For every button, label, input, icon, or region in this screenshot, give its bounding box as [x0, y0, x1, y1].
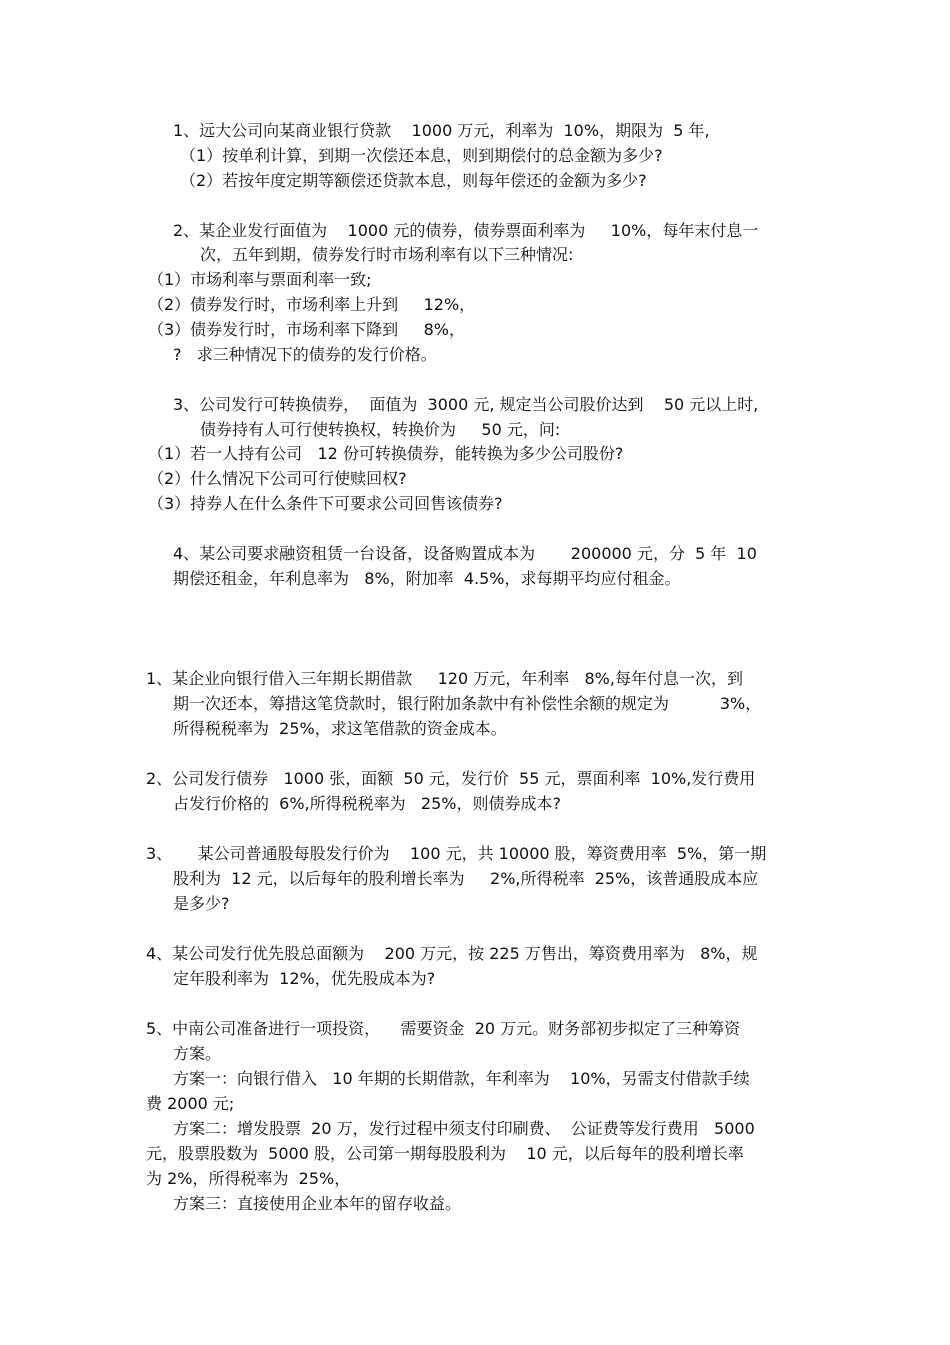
text-line: 方案三：直接使用企业本年的留存收益。: [173, 1194, 462, 1213]
text-line: 是多少?: [173, 894, 230, 913]
text-line: ? 求三种情况下的债券的发行价格。: [173, 345, 437, 364]
text-line: 4、某公司要求融资租赁一台设备，设备购置成本为 200000 元，分 5 年 10: [173, 544, 757, 563]
text-line: （2）债券发行时，市场利率上升到 12%，: [148, 295, 476, 314]
text-line: 1、某企业向银行借入三年期长期借款 120 万元，年利率 8%,每年付息一次，到: [146, 669, 743, 688]
text-line: 次，五年到期，债券发行时市场利率有以下三种情况:: [200, 245, 574, 264]
text-line: 2、公司发行债券 1000 张，面额 50 元，发行价 55 元，票面利率 10%,发行费用: [146, 769, 756, 788]
text-line: （2）什么情况下公司可行使赎回权?: [148, 469, 407, 488]
text-line: 占发行价格的 6%,所得税税率为 25%，则债券成本?: [173, 794, 561, 813]
text-line: 所得税税率为 25%，求这笔借款的资金成本。: [173, 719, 507, 738]
text-line: 股利为 12 元，以后每年的股利增长率为 2%,所得税率 25%，该普通股成本应: [173, 869, 759, 888]
text-line: （1）若一人持有公司 12 份可转换债券，能转换为多少公司股份?: [148, 444, 624, 463]
text-line: 费 2000 元;: [146, 1094, 235, 1113]
text-line: （1）按单利计算，到期一次偿还本息，则到期偿付的总金额为多少?: [180, 146, 663, 165]
text-line: 期一次还本，筹措这笔贷款时，银行附加条款中有补偿性余额的规定为 3%，: [173, 694, 762, 713]
text-line: 元，股票股数为 5000 股，公司第一期每股股利为 10 元，以后每年的股利增长率: [146, 1144, 744, 1163]
text-line: （1）市场利率与票面利率一致;: [148, 270, 372, 289]
text-line: 5、中南公司准备进行一项投资， 需要资金 20 万元。财务部初步拟定了三种筹资: [146, 1019, 741, 1038]
text-line: 4、某公司发行优先股总面额为 200 万元，按 225 万售出，筹资费用率为 8%，规: [146, 944, 758, 963]
text-line: 债券持有人可行使转换权，转换价为 50 元，问:: [200, 420, 561, 439]
text-line: 方案。: [173, 1044, 222, 1063]
text-line: （3）债券发行时，市场利率下降到 8%，: [148, 320, 465, 339]
text-line: 1、远大公司向某商业银行贷款 1000 万元，利率为 10%，期限为 5 年,: [173, 121, 710, 140]
text-line: 为 2%，所得税率为 25%，: [146, 1169, 351, 1188]
text-line: 期偿还租金，年利息率为 8%，附加率 4.5%，求每期平均应付租金。: [173, 569, 681, 588]
text-line: （3）持券人在什么条件下可要求公司回售该债券?: [148, 494, 503, 513]
text-line: （2）若按年度定期等额偿还贷款本息，则每年偿还的金额为多少?: [180, 171, 647, 190]
text-line: 方案二：增发股票 20 万，发行过程中须支付印刷费、 公证费等发行费用 5000: [173, 1119, 755, 1138]
text-line: 定年股利率为 12%，优先股成本为?: [173, 969, 436, 988]
text-line: 3、公司发行可转换债券， 面值为 3000 元, 规定当公司股价达到 50 元以上时,: [173, 395, 759, 414]
text-line: 方案一：向银行借入 10 年期的长期借款，年利率为 10%，另需支付借款手续: [173, 1069, 750, 1088]
text-line: 2、某企业发行面值为 1000 元的债券，债券票面利率为 10%，每年末付息一: [173, 221, 759, 240]
text-line: 3、 某公司普通股每股发行价为 100 元，共 10000 股，筹资费用率 5%，第一期: [146, 844, 767, 863]
